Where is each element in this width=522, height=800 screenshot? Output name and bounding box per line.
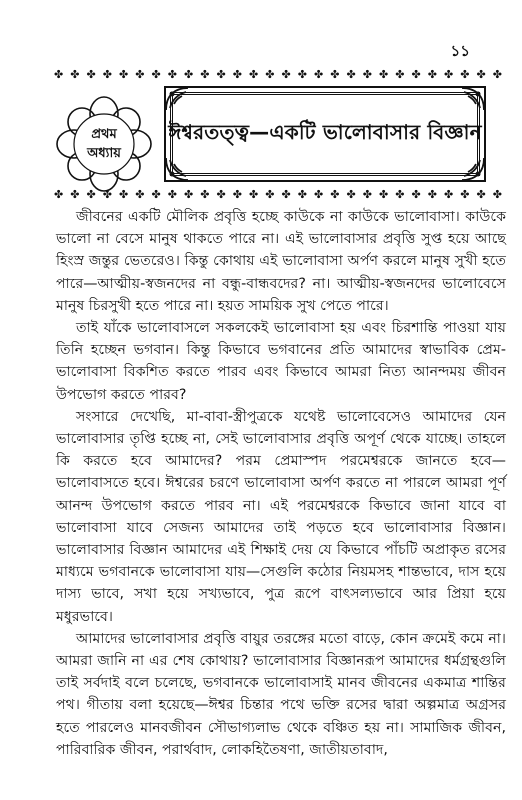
paragraph: সংসারে দেখেছি, মা-বাবা-স্ত্রীপুত্রকে যথেষ্ট ভালোবেসেও আমাদের যেন ভালোবাসার তৃপ্তি হচ্ছে না, সেই ভালোবাসার প্রবৃত্তি অপূর্ণ থেকে যাচ্ছে। তাহলে কি করতে হবে আমাদের? পরম প্রেমাস্পদ পরমেশ্বরকে জানতে হবে—ভালোবাসতে হবে। ঈশ্বরের চরণে ভালোবাসা অর্পণ করতে না পারলে আমরা পূর্ণ আনন্দ উপভোগ করতে পারব না। এই পরমেশ্বরকে কিভাবে জানা যাবে বা ভালোবাসা যাবে সেজন্য আমাদের তাই পড়তে হবে ভালোবাসার বিজ্ঞান। ভালোবাসার বিজ্ঞান আমাদের এই শিক্ষাই দেয় যে কিভাবে পাঁচটি অপ্রাকৃত রসের মাধ্যমে ভগবানকে ভালোবাসা যায়—সেগুলি কঠোর নিয়মসহ শান্তভাবে, দাস হয়ে দাস্য ভাবে, সখা হয়ে সখ্যভাবে, পুত্র রূপে বাৎসল্যভাবে আর প্রিয়া হয়ে মধুরভাবে।: [56, 408, 506, 625]
chapter-label-line1: প্রথম: [91, 127, 117, 142]
corner-ornament-icon: [460, 156, 486, 182]
corner-ornament-icon: [164, 86, 190, 112]
paragraph: আমাদের ভালোবাসার প্রবৃত্তি বায়ুর তরঙ্গের মতো বাড়ে, কোন ক্রমেই কমে না। আমরা জানি না এর শেষ কোথায়? ভালোবাসার বিজ্ঞানরূপ আমাদের ধর্মগ্রন্থগুলি তাই সর্বদাই বলে চলেছে, ভগবানকে ভালোবাসাই মানব জীবনের একমাত্র শান্তির পথ। গীতায় বলা হয়েছে—ঈশ্বর চিন্তার পথে ভক্তি রসের দ্বারা অল্পমাত্র অগ্রসর হতে পারলেও মানবজীবন সৌভাগ্যলাভ থেকে বঞ্চিত হয় না। সামাজিক জীবন, পারিবারিক জীবন, পরার্থবাদ, লোকহিতৈষণা, জাতীয়তাবাদ,: [56, 630, 506, 758]
chapter-title: ঈশ্বরতত্ত্ব—একটি ভালোবাসার বিজ্ঞান: [168, 120, 482, 144]
corner-ornament-icon: [460, 86, 486, 112]
ornamental-border-bottom: ✤ ✤ ✤ ✤ ✤ ✤ ✤ ✤ ✤ ✤ ✤ ✤ ✤ ✤ ✤ ✤ ✤ ✤ ✤ ✤ ✤ ✤ ✤ ✤ ✤ ✤ ✤ ✤: [54, 188, 502, 201]
paragraph: তাই যাঁকে ভালোবাসলে সকলকেই ভালোবাসা হয় এবং চিরশান্তি পাওয়া যায় তিনি হচ্ছেন ভগবান। কিন্তু কিভাবে ভগবানের প্রতি আমাদের স্বাভাবিক প্রেম-ভালোবাসা বিকশিত করতে পারব এবং কিভাবে আমরা নিত্য আনন্দময় জীবন উপভোগ করতে পারব?: [56, 320, 506, 403]
page-number: ১১: [450, 42, 470, 60]
chapter-title-frame: [164, 86, 486, 182]
corner-ornament-icon: [164, 156, 190, 182]
chapter-label-line2: অধ্যায়: [87, 146, 121, 161]
body-text: [56, 206, 506, 761]
paragraph: জীবনের একটি মৌলিক প্রবৃত্তি হচ্ছে কাউকে না কাউকে ভালোবাসা। কাউকে ভালো না বেসে মানুষ থাকতে পারে না। এই ভালোবাসার প্রবৃত্তি সুপ্ত হয়ে আছে হিংস্র জন্তুর ভেতরেও। কিন্তু কোথায় এই ভালোবাসা অর্পণ করলে মানুষ সুখী হতে পারে—আত্মীয়-স্বজনদের না বন্ধু-বান্ধবদের? না। আত্মীয়-স্বজনদের ভালোবেসে মানুষ চিরসুখী হতে পারে না। হয়ত সাময়িক সুখ পেতে পারে।: [56, 209, 506, 314]
chapter-flower-badge: [56, 96, 152, 192]
ornamental-border-top: ✤ ✤ ✤ ✤ ✤ ✤ ✤ ✤ ✤ ✤ ✤ ✤ ✤ ✤ ✤ ✤ ✤ ✤ ✤ ✤ ✤ ✤ ✤ ✤ ✤ ✤ ✤ ✤: [54, 68, 502, 81]
